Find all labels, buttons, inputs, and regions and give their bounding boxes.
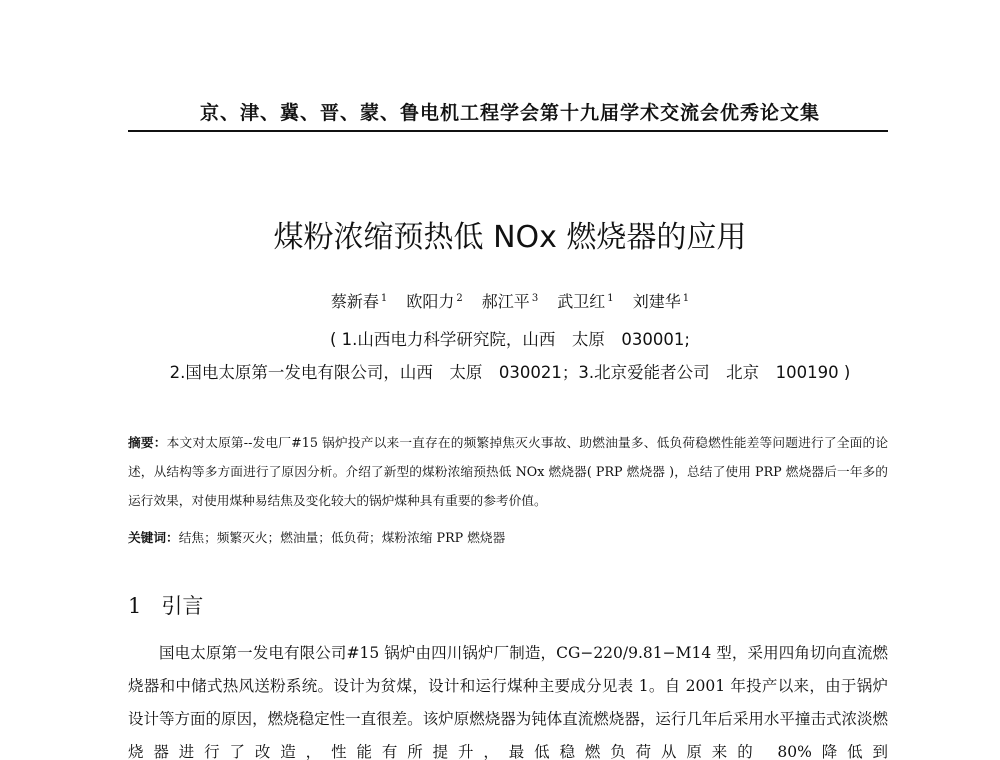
running-header: 京、津、冀、晋、蒙、鲁电机工程学会第十九届学术交流会优秀论文集 [199, 102, 820, 124]
keywords [128, 527, 888, 546]
author: 郝江平 $^3$ [481, 292, 539, 311]
abstract [128, 428, 888, 515]
author: 武卫红 $^1$ [557, 292, 614, 311]
abstract-text: 本文对太原第--发电厂#15 锅炉投产以来一直存在的频繁掉焦灭火事故、助燃油量多、低负荷稳燃性能差等问题进行了全面的论述，从结构等多方面进行了原因分析。介绍了新型的煤粉浓缩预热低 NOx 燃烧器( PRP 燃烧器 )，总结了使用 PRP 燃烧器后一年多的运行效果，对使用煤种易结焦及变化较大的锅炉煤种具有重要的参考价值。 [128, 435, 889, 508]
author: 欧阳力 $^2$ [406, 292, 463, 311]
affiliation-line-2: 2.国电太原第一发电有限公司，山西 太原 030021；3.北京爱能者公司 北京 100190 ) [169, 363, 851, 382]
header-rule [128, 130, 888, 132]
author-list [130, 289, 890, 312]
body-paragraph: 国电太原第一发电有限公司#15 锅炉由四川锅炉厂制造，CG−220/9.81−M14 型，采用四角切向直流燃烧器和中储式热风送粉系统。设计为贫煤，设计和运行煤种主要成分见表 1。自 2001 年投产以来，由于锅炉设计等方面的原因，燃烧稳定性一直很差。该炉原燃烧器为钝体直流燃烧器，运行几年后采用水平撞击式浓淡燃烧器进行了改造，性能有所提升，最低稳燃负荷从原来的 80%降低到 [128, 644, 888, 760]
section-number: 1 [128, 594, 142, 618]
section-heading [128, 590, 203, 620]
author: 蔡新春 $^1$ [330, 292, 388, 311]
section-title: 引言 [161, 594, 204, 618]
keywords-label: 关键词： [128, 530, 179, 545]
paper-title: 煤粉浓缩预热低 NOx 燃烧器的应用 [273, 220, 747, 255]
keywords-text: 结焦；频繁灭火；燃油量；低负荷；煤粉浓缩 PRP 燃烧器 [178, 530, 506, 545]
affiliation-line-1: ( 1.山西电力科学研究院，山西 太原 030001; [330, 330, 690, 349]
abstract-label: 摘要： [128, 435, 167, 450]
author: 刘建华 $^1$ [632, 292, 690, 311]
